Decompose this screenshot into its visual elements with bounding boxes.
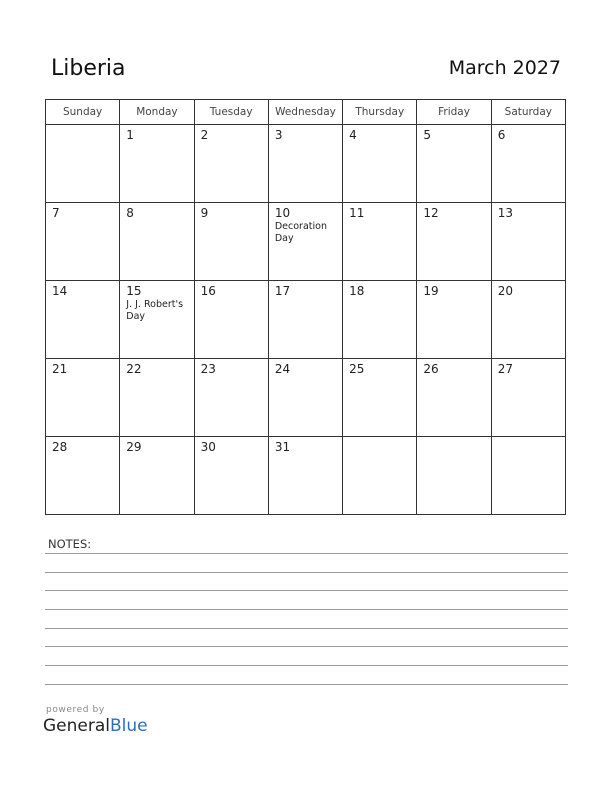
day-number: 19 <box>423 284 439 298</box>
day-cell <box>417 281 491 359</box>
notes-label: NOTES: <box>48 537 92 551</box>
weekday-sunday: Sunday <box>46 100 120 125</box>
day-number: 11 <box>349 206 365 220</box>
day-number: 2 <box>200 128 209 142</box>
day-cell <box>417 437 491 515</box>
day-cell <box>417 125 491 203</box>
day-cell <box>46 281 120 359</box>
day-cell <box>343 359 417 437</box>
day-cell <box>268 281 342 359</box>
day-number: 8 <box>126 206 134 220</box>
note-line <box>45 553 568 554</box>
day-number: 14 <box>52 284 68 298</box>
holiday-label: J. J. Robert's Day <box>126 299 184 322</box>
day-number: 27 <box>497 362 513 376</box>
week-row <box>46 359 566 437</box>
weekday-monday: Monday <box>120 100 194 125</box>
day-cell <box>268 359 342 437</box>
day-cell <box>194 359 268 437</box>
day-cell <box>491 203 565 281</box>
week-row <box>46 203 566 281</box>
day-cell <box>46 125 120 203</box>
note-line <box>45 609 568 610</box>
day-cell <box>343 203 417 281</box>
note-line <box>45 684 568 685</box>
day-number: 17 <box>274 284 291 298</box>
day-number: 18 <box>349 284 365 298</box>
day-number: 29 <box>126 440 142 454</box>
day-cell <box>491 359 565 437</box>
day-cell <box>194 281 268 359</box>
day-cell <box>268 437 342 515</box>
day-number: 5 <box>423 128 432 142</box>
day-number: 23 <box>200 362 216 376</box>
day-cell <box>120 203 194 281</box>
day-cell <box>120 359 194 437</box>
week-row <box>46 125 566 203</box>
day-number: 16 <box>200 284 216 298</box>
day-cell <box>120 125 194 203</box>
day-number: 12 <box>423 206 439 220</box>
holiday-label: Decoration Day <box>274 221 327 244</box>
day-number: 22 <box>126 362 142 376</box>
day-number: 15 <box>126 284 142 298</box>
note-line <box>45 646 568 647</box>
day-number: 13 <box>497 206 513 220</box>
note-line <box>45 665 568 666</box>
day-number: 4 <box>349 128 357 142</box>
note-line <box>45 572 568 573</box>
day-number: 3 <box>274 128 283 142</box>
note-line <box>45 590 568 591</box>
day-cell <box>491 437 565 515</box>
day-number: 25 <box>349 362 365 376</box>
day-cell <box>491 125 565 203</box>
weekday-friday: Friday <box>417 100 491 125</box>
day-number: 24 <box>274 362 291 376</box>
day-cell <box>194 125 268 203</box>
weekday-saturday: Saturday <box>491 100 565 125</box>
brand-general: General <box>43 716 110 736</box>
day-cell <box>46 359 120 437</box>
weekday-header-row <box>46 100 566 125</box>
day-number: 7 <box>52 206 60 220</box>
day-number: 6 <box>497 128 506 142</box>
day-number: 28 <box>52 440 68 454</box>
country-title: Liberia <box>51 56 126 81</box>
month-title: March 2027 <box>448 57 561 79</box>
day-number: 21 <box>52 362 68 376</box>
note-line <box>45 628 568 629</box>
day-number: 30 <box>200 440 216 454</box>
day-number: 9 <box>200 206 209 220</box>
day-cell <box>268 203 342 281</box>
day-cell <box>194 203 268 281</box>
weekday-tuesday: Tuesday <box>194 100 268 125</box>
brand-logo <box>43 716 148 736</box>
day-cell <box>46 437 120 515</box>
day-number: 10 <box>274 206 291 220</box>
week-row <box>46 437 566 515</box>
day-number: 26 <box>423 362 439 376</box>
day-number: 1 <box>126 128 134 142</box>
day-cell <box>46 203 120 281</box>
day-cell <box>120 437 194 515</box>
calendar-grid <box>45 99 566 515</box>
brand-blue: Blue <box>110 716 148 736</box>
week-row <box>46 281 566 359</box>
day-number: 31 <box>274 440 291 454</box>
day-cell <box>417 203 491 281</box>
weekday-wednesday: Wednesday <box>268 100 342 125</box>
day-cell <box>491 281 565 359</box>
day-cell <box>343 125 417 203</box>
day-cell <box>417 359 491 437</box>
day-cell <box>343 281 417 359</box>
day-cell <box>343 437 417 515</box>
day-cell <box>268 125 342 203</box>
powered-by-text: powered by <box>46 705 105 715</box>
day-number: 20 <box>497 284 513 298</box>
weekday-thursday: Thursday <box>343 100 417 125</box>
day-cell <box>120 281 194 359</box>
day-cell <box>194 437 268 515</box>
